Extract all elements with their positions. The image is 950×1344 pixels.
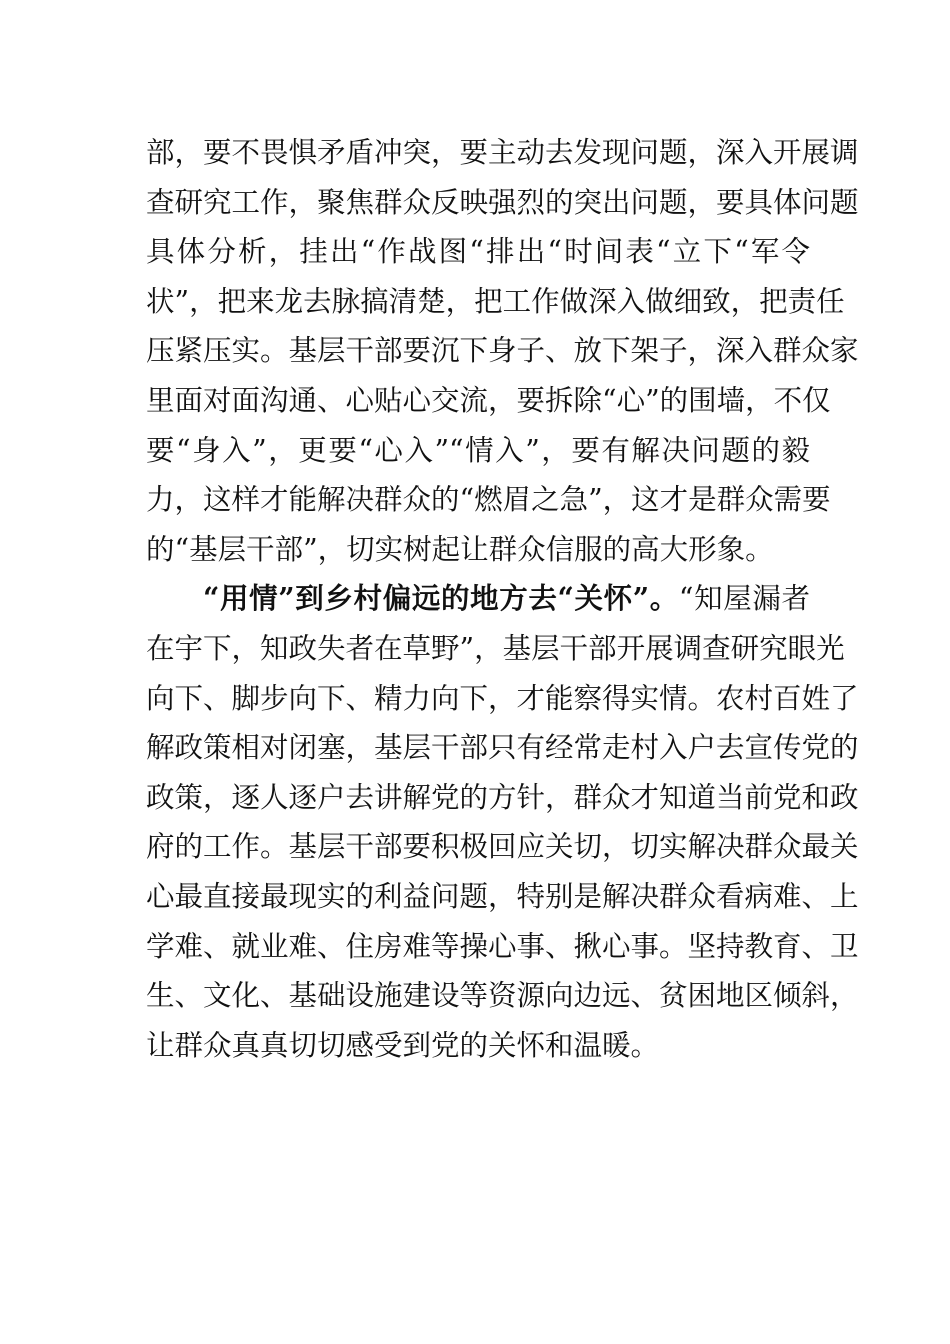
- body-text: [146, 128, 859, 1070]
- text-line: 部，要不畏惧矛盾冲突，要主动去发现问题，深入开展调: [146, 136, 859, 169]
- text-line: 政策，逐人逐户去讲解党的方针，群众才知道当前党和政: [146, 780, 859, 814]
- text-line: 在宇下，知政失者在草野”，基层干部开展调查研究眼光: [146, 631, 845, 665]
- text-line: 生、文化、基础设施建设等资源向边远、贫困地区倾斜，: [146, 979, 859, 1013]
- text-line: 具体分析，挂出“作战图“排出“时间表“立下“军令: [146, 235, 810, 269]
- paragraph-1: [146, 128, 859, 574]
- text-line: 心最直接最现实的利益问题，特别是解决群众看病难、上: [146, 879, 859, 913]
- text-line: 学难、就业难、住房难等操心事、揪心事。坚持教育、卫: [146, 929, 859, 963]
- text-line: 状”，把来龙去脉搞清楚，把工作做深入做细致，把责任: [146, 284, 845, 318]
- text-line: 解政策相对闭塞，基层干部只有经常走村入户去宣传党的: [146, 731, 859, 765]
- text-line: 力，这样才能解决群众的“燃眉之急”，这才是群众需要: [146, 483, 831, 517]
- text-line: 府的工作。基层干部要积极回应关切，切实解决群众最关: [146, 830, 859, 864]
- text-line: 让群众真真切切感受到党的关怀和温暖。: [146, 1028, 660, 1062]
- text-line: 压紧压实。基层干部要沉下身子、放下架子，深入群众家: [146, 334, 859, 368]
- paragraph-heading-rest: “知屋漏者: [678, 582, 810, 616]
- text-line: 里面对面沟通、心贴心交流，要拆除“心”的围墙，不仅: [146, 383, 831, 417]
- text-line: 查研究工作，聚焦群众反映强烈的突出问题，要具体问题: [146, 185, 859, 219]
- text-line: 的“基层干部”，切实树起让群众信服的高大形象。: [146, 532, 774, 566]
- paragraph-heading: “用情”到乡村偏远的地方去“关怀”。: [203, 581, 679, 616]
- text-line: 要“身入”，更要“心入”“情入”，要有解决问题的毅: [146, 433, 810, 467]
- text-line-first: [146, 574, 810, 624]
- text-line: 向下、脚步向下、精力向下，才能察得实情。农村百姓了: [146, 681, 859, 715]
- paragraph-2: [146, 574, 859, 1070]
